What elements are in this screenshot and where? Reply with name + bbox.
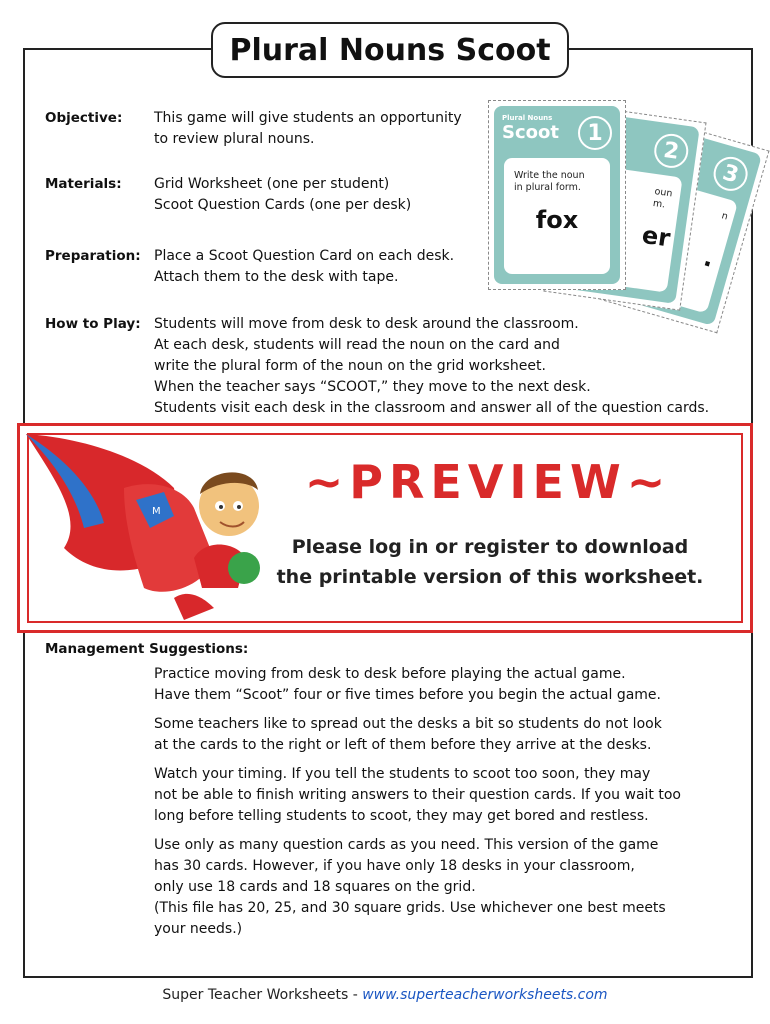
text-line: Watch your timing. If you tell the students to scoot too soon, they may — [154, 766, 651, 782]
svg-text:M: M — [152, 506, 161, 517]
text-line: Students visit each desk in the classroom and answer all of the question cards. — [154, 400, 710, 416]
text-line: in plural form. — [514, 182, 581, 193]
text-line: Use only as many question cards as you need. This version of the game — [154, 837, 659, 853]
text-line: When the teacher says “SCOOT,” they move to the next desk. — [154, 379, 591, 395]
card-noun-fragment: er — [640, 220, 672, 253]
card-header-small: Plural Nouns — [502, 114, 553, 122]
footer — [0, 987, 770, 1003]
text-line: (This file has 20, 25, and 30 square grids. Use whichever one best meets — [154, 900, 666, 916]
card-instruction-fragment — [652, 186, 673, 212]
preparation-label: Preparation: — [45, 248, 141, 264]
text-line: Students will move from desk to desk around the classroom. — [154, 316, 579, 332]
page-title: Plural Nouns Scoot — [211, 22, 569, 78]
text-line: only use 18 cards and 18 squares on the grid. — [154, 879, 476, 895]
card-number: 3 — [710, 153, 752, 195]
footer-text: Super Teacher Worksheets - — [162, 987, 363, 1003]
management-paragraph-1 — [154, 664, 734, 706]
text-line: has 30 cards. However, if you have only 18 desks in your classroom, — [154, 858, 635, 874]
text-line: to review plural nouns. — [154, 131, 315, 147]
preparation-text — [154, 246, 454, 288]
card-noun: fox — [535, 206, 579, 234]
text-line: At each desk, students will read the noun on the card and — [154, 337, 560, 353]
card-instruction-fragment: n — [720, 210, 730, 223]
card-number: 1 — [578, 116, 612, 150]
how-to-play-text — [154, 314, 709, 419]
materials-label: Materials: — [45, 176, 122, 192]
text-line: Attach them to the desk with tape. — [154, 269, 399, 285]
card-instruction — [514, 170, 585, 194]
text-line: m. — [652, 197, 666, 211]
text-line: your needs.) — [154, 921, 243, 937]
materials-text — [154, 174, 411, 216]
how-to-play-label: How to Play: — [45, 316, 141, 332]
text-line: Grid Worksheet (one per student) — [154, 176, 390, 192]
management-paragraph-3 — [154, 764, 734, 827]
footer-link[interactable]: www.superteacherworksheets.com — [362, 987, 608, 1003]
text-line: not be able to finish writing answers to their question cards. If you wait too — [154, 787, 681, 803]
text-line: Practice moving from desk to desk before playing the actual game. — [154, 666, 626, 682]
text-line: Scoot Question Cards (one per desk) — [154, 197, 412, 213]
preview-message[interactable] — [270, 532, 710, 592]
card-noun-fragment: . — [700, 243, 718, 273]
text-line: long before telling students to scoot, they may get bored and restless. — [154, 808, 649, 824]
card-number: 2 — [652, 132, 690, 170]
objective-label: Objective: — [45, 110, 123, 126]
scoot-card-1 — [488, 100, 626, 290]
objective-text — [154, 108, 462, 150]
text-line: write the plural form of the noun on the grid worksheet. — [154, 358, 546, 374]
text-line: Some teachers like to spread out the desks a bit so students do not look — [154, 716, 662, 732]
text-line: oun — [653, 186, 674, 200]
text-line: This game will give students an opportunity — [154, 110, 462, 126]
management-label: Management Suggestions: — [45, 641, 249, 657]
preview-title: ~PREVIEW~ — [304, 455, 672, 509]
text-line: Have them “Scoot” four or five times before you begin the actual game. — [154, 687, 661, 703]
management-paragraph-4 — [154, 835, 734, 940]
text-line: Place a Scoot Question Card on each desk. — [154, 248, 455, 264]
preview-line: the printable version of this worksheet. — [276, 566, 704, 588]
card-header: Scoot — [502, 122, 559, 143]
management-paragraph-2 — [154, 714, 734, 756]
text-line: at the cards to the right or left of them before they arrive at the desks. — [154, 737, 652, 753]
text-line: Write the noun — [514, 170, 585, 181]
superhero-mascot-icon — [24, 428, 274, 623]
preview-line: Please log in or register to download — [291, 536, 689, 558]
